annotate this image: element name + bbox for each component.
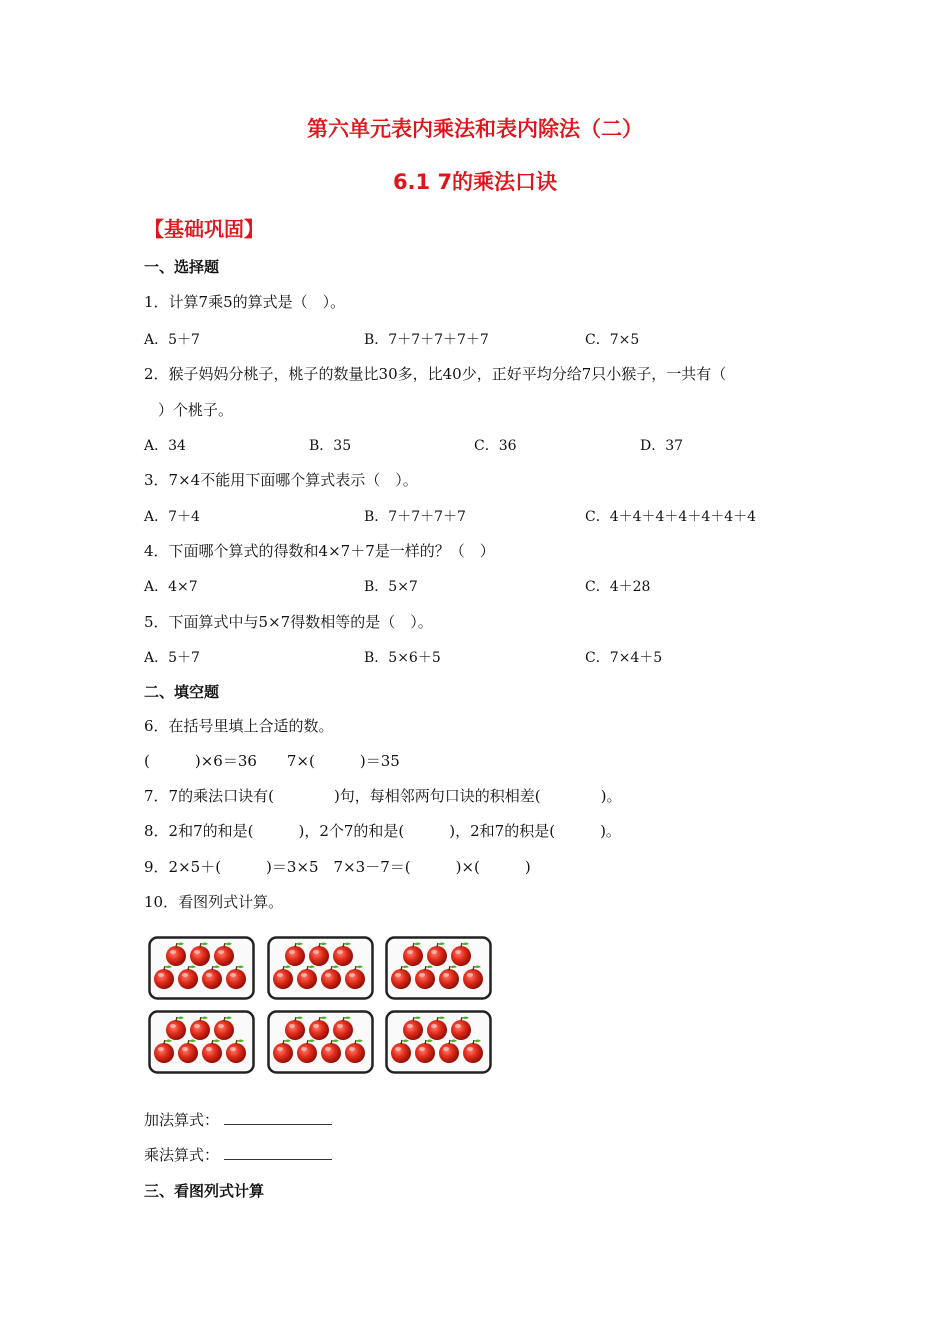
question-7: 7．7的乘法口诀有( )句，每相邻两句口诀的积相差( )。 (144, 787, 622, 805)
q2-option-b: B．35 (309, 438, 352, 454)
question-10: 10．看图列式计算。 (144, 893, 284, 911)
question-4: 4．下面哪个算式的得数和4×7＋7是一样的？（ ） (144, 542, 495, 560)
question-2-cont: ）个桃子。 (158, 401, 234, 419)
q1-option-a: A．5＋7 (144, 332, 200, 348)
q5-option-b: B．5×6＋5 (364, 650, 441, 666)
addition-formula-label: 加法算式： (144, 1111, 220, 1129)
apple-boxes-illustration (148, 936, 498, 1078)
addition-formula-row (144, 1109, 332, 1130)
q4-option-a: A．4×7 (144, 579, 198, 595)
question-5: 5．下面算式中与5×7得数相等的是（ ）。 (144, 613, 433, 631)
q5-option-c: C．7×4＋5 (585, 650, 663, 666)
part2-heading: 二、填空题 (144, 683, 220, 701)
question-3: 3．7×4不能用下面哪个算式表示（ ）。 (144, 471, 418, 489)
q5-option-a: A．5＋7 (144, 650, 200, 666)
multiplication-formula-row (144, 1144, 332, 1165)
multiplication-answer-blank[interactable] (224, 1145, 332, 1160)
q3-option-a: A．7＋4 (144, 509, 200, 525)
q1-option-c: C．7×5 (585, 332, 640, 348)
q2-option-d: D．37 (640, 438, 684, 454)
addition-answer-blank[interactable] (224, 1110, 332, 1125)
section-basic-consolidation: 【基础巩固】 (144, 217, 264, 241)
q2-option-a: A．34 (144, 438, 186, 454)
q4-option-b: B．5×7 (364, 579, 418, 595)
question-6: 6．在括号里填上合适的数。 (144, 717, 334, 735)
question-8: 8．2和7的和是( )，2个7的和是( )，2和7的积是( )。 (144, 822, 621, 840)
part3-heading: 三、看图列式计算 (144, 1182, 265, 1200)
q4-option-c: C．4＋28 (585, 579, 651, 595)
question-6-blanks: ( )×6＝36 7×( )＝35 (144, 752, 400, 770)
part1-heading: 一、选择题 (144, 258, 220, 276)
worksheet-title: 第六单元表内乘法和表内除法（二） (307, 117, 643, 141)
question-2: 2．猴子妈妈分桃子，桃子的数量比30多，比40少，正好平均分给7只小猴子，一共有（ (144, 365, 727, 383)
q2-option-c: C．36 (474, 438, 517, 454)
q3-option-c: C．4＋4＋4＋4＋4＋4＋4 (585, 509, 757, 525)
question-9: 9．2×5＋( )＝3×5 7×3－7＝( )×( ) (144, 858, 531, 876)
lesson-subtitle: 6.1 7的乘法口诀 (392, 170, 558, 194)
question-1: 1．计算7乘5的算式是（ ）。 (144, 293, 346, 311)
q1-option-b: B．7＋7＋7＋7＋7 (364, 332, 489, 348)
q3-option-b: B．7＋7＋7＋7 (364, 509, 466, 525)
multiplication-formula-label: 乘法算式： (144, 1146, 220, 1164)
